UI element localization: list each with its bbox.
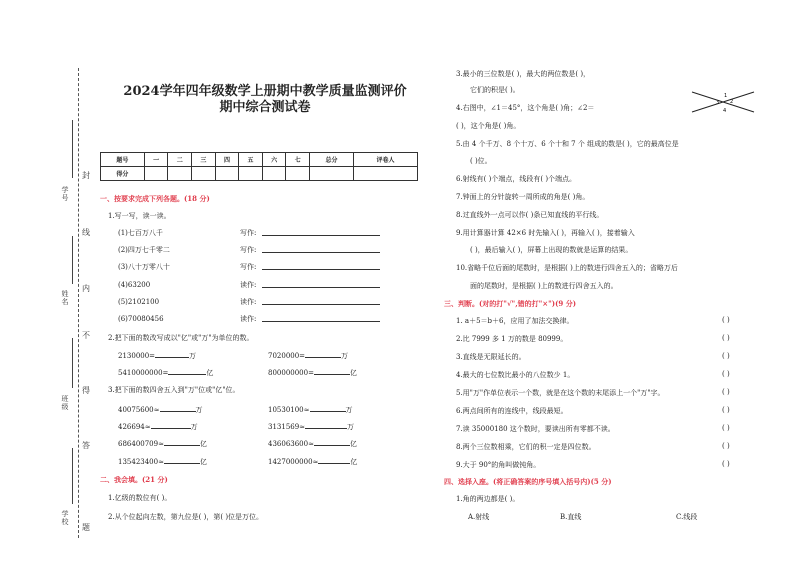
round-item bbox=[118, 438, 207, 449]
convert-item bbox=[118, 367, 213, 378]
round-number: 686400709≈ bbox=[118, 440, 164, 448]
section2-q9: 9.用计算器计算 42×6 时先输入( )，再输入( )，接着输入 bbox=[456, 229, 635, 237]
judgement-item: 4.最大的七位数比最小的八位数少 1。 bbox=[456, 371, 575, 379]
read-item-label: 读作: bbox=[240, 298, 257, 306]
section2-q10-cont: 面的尾数时，是根据( )上的数进行四舍五入的。 bbox=[470, 282, 618, 290]
write-item-text: (1)七百万八千 bbox=[118, 229, 163, 237]
score-table bbox=[100, 152, 418, 181]
score-cell[interactable] bbox=[239, 167, 263, 181]
judgement-item: 9.大于 90°的角叫做钝角。 bbox=[456, 461, 541, 469]
section2-q9-cont: ( )，最后输入( )，屏幕上出现的数就是运算的结果。 bbox=[470, 246, 633, 254]
answer-parentheses[interactable]: ( ) bbox=[722, 442, 730, 450]
binding-dashed-line bbox=[78, 68, 79, 538]
score-table-score-row bbox=[101, 167, 418, 181]
judgement-item: 7.读 35000180 这个数时，要读出所有零都不读。 bbox=[456, 425, 615, 433]
round-number: 3131569≈ bbox=[268, 423, 306, 431]
score-table-header-row bbox=[101, 153, 418, 167]
answer-blank[interactable] bbox=[262, 297, 380, 305]
round-item bbox=[118, 421, 198, 432]
figure-angle-label: 3 bbox=[716, 100, 720, 106]
write-item-label: 写作: bbox=[240, 229, 257, 237]
section1-q3: 3.把下面的数四舍五入到"万"位或"亿"位。 bbox=[108, 386, 240, 394]
intersecting-lines-figure bbox=[690, 88, 756, 116]
read-item-label: 读作: bbox=[240, 315, 257, 323]
score-cell[interactable] bbox=[168, 167, 192, 181]
round-unit: 万 bbox=[195, 406, 203, 414]
round-item bbox=[268, 456, 357, 467]
answer-blank[interactable] bbox=[262, 262, 380, 270]
score-cell[interactable] bbox=[286, 167, 310, 181]
answer-parentheses[interactable]: ( ) bbox=[722, 352, 730, 360]
round-number: 1427000000≈ bbox=[268, 458, 319, 466]
round-unit: 万 bbox=[190, 423, 198, 431]
judgement-item: 3.直线是无限延长的。 bbox=[456, 353, 526, 361]
section2-q5: 5.由 4 个千万、8 个十万、6 个十和 7 个 组成的数是( )，它的最高位是 bbox=[456, 140, 679, 148]
answer-blank[interactable] bbox=[168, 367, 206, 375]
answer-blank[interactable] bbox=[160, 404, 196, 412]
round-unit: 万 bbox=[345, 406, 353, 414]
round-number: 426694≈ bbox=[118, 423, 151, 431]
section2-q5-cont: ( )位。 bbox=[470, 157, 492, 165]
answer-blank[interactable] bbox=[262, 228, 380, 236]
round-item bbox=[118, 456, 207, 467]
section2-q7: 7.钟面上的分针旋转一周所成的角是( )角。 bbox=[456, 193, 590, 201]
score-cell[interactable] bbox=[144, 167, 168, 181]
write-item-label: 写作: bbox=[240, 263, 257, 271]
answer-parentheses[interactable]: ( ) bbox=[722, 334, 730, 342]
read-item-text: (4)63200 bbox=[118, 281, 151, 289]
section2-q10: 10.省略千位后面的尾数时，是根据( )上的数进行四舍五入的；省略万后 bbox=[456, 264, 678, 272]
answer-blank[interactable] bbox=[318, 456, 350, 464]
answer-blank[interactable] bbox=[262, 314, 380, 322]
convert-unit: 亿 bbox=[206, 369, 214, 377]
binding-underline bbox=[72, 236, 73, 284]
round-unit: 亿 bbox=[349, 440, 357, 448]
answer-parentheses[interactable]: ( ) bbox=[722, 370, 730, 378]
round-unit: 万 bbox=[347, 423, 355, 431]
binding-underline bbox=[72, 448, 73, 504]
choice-option-c[interactable]: C.线段 bbox=[676, 513, 698, 521]
binding-char: 得 bbox=[82, 386, 90, 395]
score-cell[interactable] bbox=[192, 167, 216, 181]
read-item-text: (5)2102100 bbox=[118, 298, 160, 306]
score-row-label: 得分 bbox=[101, 167, 145, 181]
read-item-label: 读作: bbox=[240, 281, 257, 289]
section2-q3-cont: 它们的积是( )。 bbox=[470, 86, 520, 94]
choice-option-a[interactable]: A.射线 bbox=[468, 513, 490, 521]
exam-subtitle: 期中综合测试卷 bbox=[219, 100, 311, 115]
round-number: 40075600≈ bbox=[118, 406, 160, 414]
score-cell[interactable] bbox=[353, 167, 417, 181]
round-unit: 亿 bbox=[199, 440, 207, 448]
convert-number: 2130000= bbox=[118, 352, 156, 360]
figure-angle-label: 1 bbox=[724, 93, 728, 99]
binding-char: 封 bbox=[82, 171, 90, 180]
score-header-cell: 评卷人 bbox=[353, 153, 417, 167]
binding-label-name: 姓名 bbox=[61, 290, 69, 306]
answer-parentheses[interactable]: ( ) bbox=[722, 388, 730, 396]
section1-q1: 1.写一写，读一读。 bbox=[108, 212, 171, 220]
convert-number: 7020000= bbox=[268, 352, 306, 360]
section2-q4-cont: ( )，这个角是( )角。 bbox=[456, 122, 521, 130]
round-number: 436063600≈ bbox=[268, 440, 314, 448]
read-item-text: (6)70080456 bbox=[118, 315, 164, 323]
binding-underline bbox=[72, 120, 73, 178]
score-cell[interactable] bbox=[310, 167, 354, 181]
choice-option-b[interactable]: B.直线 bbox=[560, 513, 582, 521]
score-header-cell: 题号 bbox=[101, 153, 145, 167]
round-item bbox=[118, 404, 203, 415]
binding-char: 题 bbox=[82, 523, 90, 532]
section3-title: 三、判断。(对的打"√",错的打"×")(9 分) bbox=[444, 299, 577, 308]
binding-char: 内 bbox=[82, 284, 90, 293]
section2-title: 二、我会填。(21 分) bbox=[100, 475, 168, 484]
judgement-item: 2.比 7999 多 1 万的数是 80999。 bbox=[456, 335, 568, 343]
score-cell[interactable] bbox=[215, 167, 239, 181]
score-header-cell: 四 bbox=[215, 153, 239, 167]
binding-margin bbox=[0, 0, 100, 561]
binding-label-school: 学校 bbox=[61, 510, 69, 526]
convert-number: 800000000= bbox=[268, 369, 314, 377]
answer-parentheses[interactable]: ( ) bbox=[722, 424, 730, 432]
convert-unit: 万 bbox=[341, 352, 349, 360]
section2-q1: 1.亿级的数位有( )。 bbox=[108, 494, 172, 502]
round-unit: 亿 bbox=[350, 458, 358, 466]
section2-q2: 2.从个位起向左数，第九位是( )，第( )位是万位。 bbox=[108, 513, 264, 521]
section2-q3: 3.最小的三位数是( )，最大的两位数是( )， bbox=[456, 70, 591, 78]
answer-parentheses[interactable]: ( ) bbox=[722, 406, 730, 414]
convert-unit: 亿 bbox=[349, 369, 357, 377]
score-header-cell: 六 bbox=[262, 153, 286, 167]
judgement-item: 6.两点间所有的连线中，线段最短。 bbox=[456, 407, 568, 415]
write-item-text: (3)八十万零八十 bbox=[118, 263, 170, 271]
answer-parentheses[interactable]: ( ) bbox=[722, 460, 730, 468]
section1-title: 一、按要求完成下列各题。(18 分) bbox=[100, 194, 210, 203]
section4-q1: 1.角的两边都是( )。 bbox=[456, 495, 520, 503]
judgement-item: 8.两个三位数相乘，它们的积一定是四位数。 bbox=[456, 443, 596, 451]
answer-blank[interactable] bbox=[305, 350, 341, 358]
answer-blank[interactable] bbox=[314, 367, 350, 375]
write-item-label: 写作: bbox=[240, 246, 257, 254]
judgement-item: 1. a＋5＝b＋6，应用了加法交换律。 bbox=[456, 317, 574, 325]
section1-q2: 2.把下面的数改写成以"亿"或"万"为单位的数。 bbox=[108, 334, 254, 342]
exam-title: 2024学年四年级数学上册期中教学质量监测评价 bbox=[123, 84, 407, 99]
answer-blank[interactable] bbox=[155, 350, 189, 358]
answer-parentheses[interactable]: ( ) bbox=[722, 316, 730, 324]
answer-blank[interactable] bbox=[164, 456, 200, 464]
binding-label-student-id: 学号 bbox=[61, 186, 69, 202]
section2-q6: 6.射线有( )个端点，线段有( )个端点。 bbox=[456, 175, 577, 183]
round-number: 135423400≈ bbox=[118, 458, 164, 466]
answer-blank[interactable] bbox=[310, 404, 346, 412]
figure-angle-label: 2 bbox=[730, 99, 734, 105]
section2-q8: 8.过直线外一点可以作( )条已知直线的平行线。 bbox=[456, 211, 604, 219]
section2-q4: 4.右图中，∠1＝45°，这个角是( )角；∠2＝ bbox=[456, 104, 595, 112]
section4-title: 四、选择入座。(将正确答案的序号填入括号内)(5 分) bbox=[444, 477, 612, 486]
answer-blank[interactable] bbox=[164, 438, 200, 446]
figure-angle-label: 4 bbox=[723, 108, 727, 114]
round-number: 10530100≈ bbox=[268, 406, 310, 414]
answer-blank[interactable] bbox=[305, 421, 347, 429]
round-item bbox=[268, 421, 354, 432]
convert-number: 5410000000= bbox=[118, 369, 169, 377]
answer-blank[interactable] bbox=[151, 421, 191, 429]
convert-item bbox=[118, 350, 196, 361]
round-item bbox=[268, 438, 357, 449]
score-header-cell: 二 bbox=[168, 153, 192, 167]
score-header-cell: 总分 bbox=[310, 153, 354, 167]
binding-char: 答 bbox=[82, 441, 90, 450]
write-item-text: (2)四万七千零二 bbox=[118, 246, 170, 254]
score-header-cell: 一 bbox=[144, 153, 168, 167]
judgement-item: 5.用"万"作单位表示一个数，就是在这个数的末尾添上一个"万"字。 bbox=[456, 389, 665, 397]
convert-item bbox=[268, 350, 348, 361]
binding-char: 不 bbox=[82, 331, 90, 340]
score-header-cell: 七 bbox=[286, 153, 310, 167]
round-item bbox=[268, 404, 353, 415]
score-header-cell: 五 bbox=[239, 153, 263, 167]
score-header-cell: 三 bbox=[192, 153, 216, 167]
binding-char: 线 bbox=[82, 228, 90, 237]
score-cell[interactable] bbox=[262, 167, 286, 181]
answer-blank[interactable] bbox=[314, 438, 350, 446]
binding-underline bbox=[72, 338, 73, 388]
answer-blank[interactable] bbox=[262, 245, 380, 253]
round-unit: 亿 bbox=[199, 458, 207, 466]
binding-label-class: 班级 bbox=[61, 395, 69, 411]
convert-unit: 万 bbox=[189, 352, 197, 360]
convert-item bbox=[268, 367, 357, 378]
answer-blank[interactable] bbox=[262, 280, 380, 288]
